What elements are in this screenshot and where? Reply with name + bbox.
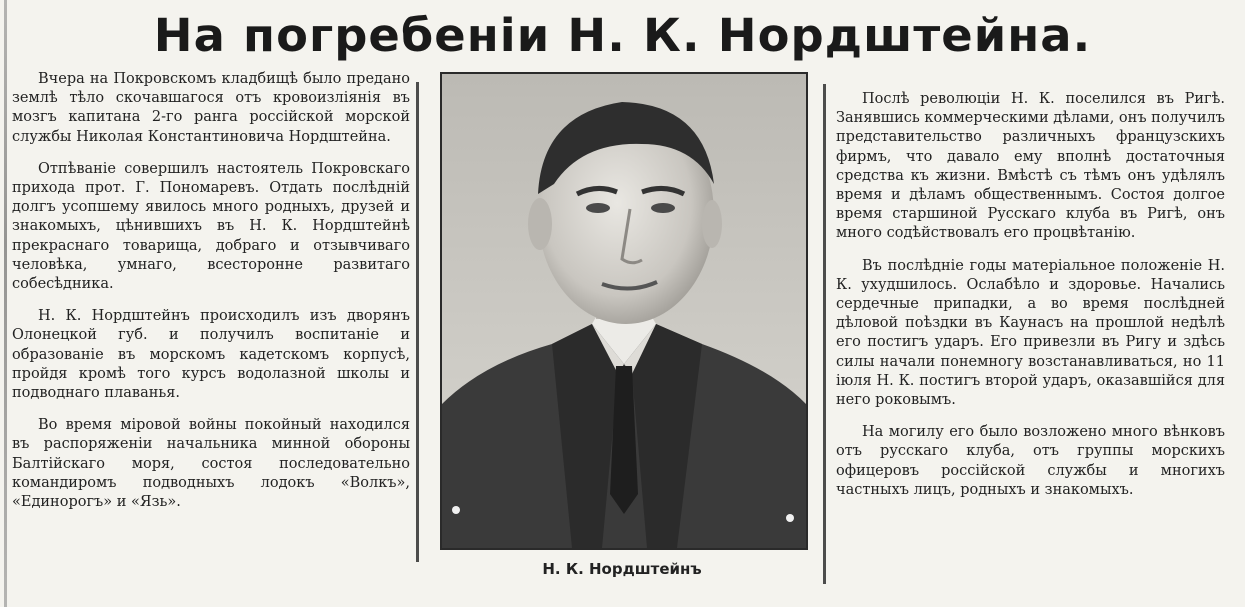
right-paragraph-3: На могилу его было возложено много вѣнковъ отъ русскаго клуба, отъ группы морскихъ офицеровъ россійской службы и многихъ частныхъ лицъ, родныхъ и знакомыхъ.: [836, 424, 1225, 498]
right-paragraph-1: Послѣ революціи Н. К. поселился въ Ригѣ. Занявшись коммерческими дѣлами, онъ получилъ представительство различныхъ французскихъ фирмъ, что давало ему вполнѣ достаточныя средства къ жизни. Вмѣстѣ съ тѣмъ онъ удѣлялъ время и дѣламъ общественнымъ. Состоя долгое время старшиной Русскаго клуба въ Ригѣ, онъ много содѣйствовалъ его процвѣтанію.: [836, 91, 1225, 242]
headline: На погребеніи Н. К. Нордштейна.: [153, 9, 1092, 62]
right-column: [836, 90, 1225, 513]
column-rule-left: [416, 82, 419, 562]
scan-edge: [4, 0, 7, 607]
left-paragraph-3: Н. К. Нордштейнъ происходилъ изъ дворянъ Олонецкой губ. и получилъ воспитаніе и образованіе въ морскомъ кадетскомъ корпусѣ, пройдя кромѣ того курсъ водолазной школы и подводнаго плаванья.: [12, 308, 410, 402]
left-paragraph-4: Во время міровой войны покойный находился въ распоряженіи начальника минной обороны Балтійскаго моря, состоя последовательно командиромъ подводныхъ лодокъ «Волкъ», «Единорогъ» и «Язь».: [12, 417, 410, 511]
portrait-image: [442, 74, 806, 548]
portrait-photo: [440, 72, 808, 550]
left-column: [12, 70, 410, 525]
left-paragraph-1: Вчера на Покровскомъ кладбищѣ было предано землѣ тѣло скочавшагося отъ кровоизліянія въ мозгъ капитана 2-го ранга россійской морской службы Николая Константиновича Нордштейна.: [12, 71, 410, 145]
photo-caption: Н. К. Нордштейнъ: [542, 560, 702, 578]
right-paragraph-2: Въ послѣдніе годы матеріальное положеніе Н. К. ухудшилось. Ослабѣло и здоровье. Начались сердечные припадки, а во время послѣдней дѣловой поѣздки въ Каунасъ на прошлой недѣлѣ его постигъ ударъ. Его привезли въ Ригу и здѣсь силы начали понемногу возстанавливаться, но 11 іюля Н. К. постигъ второй ударъ, оказавшійся для него роковымъ.: [836, 257, 1225, 409]
column-rule-right: [823, 84, 826, 584]
left-paragraph-2: Отпѣваніе совершилъ настоятель Покровскаго прихода прот. Г. Пономаревъ. Отдать послѣдній долгъ усопшему явилось много родныхъ, друзей и знакомыхъ, цѣнившихъ въ Н. К. Нордштейнѣ прекраснаго товарища, добраго и отзывчиваго человѣка, умнаго, всесторонне развитаго собесѣдника.: [12, 160, 410, 293]
